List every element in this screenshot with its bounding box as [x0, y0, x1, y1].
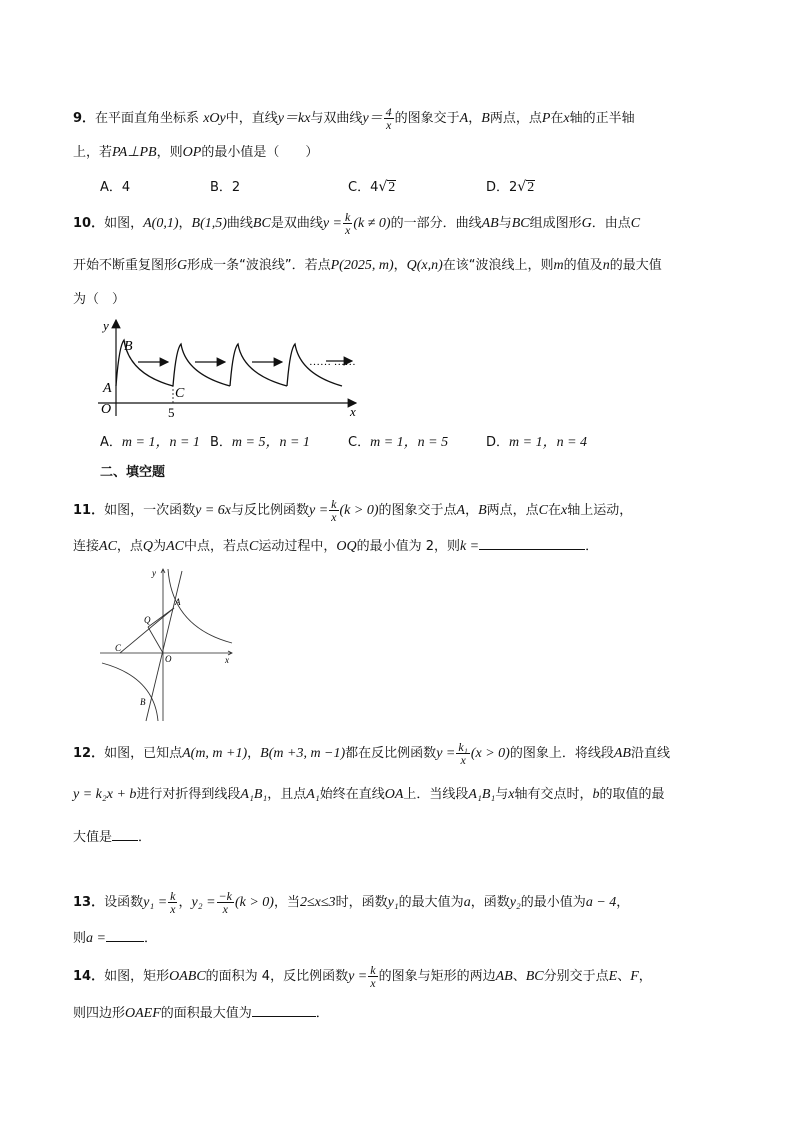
- q14-line1: 14．如图，矩形OABC的面积为 4，反比例函数y = $\frac{k}{x}$ 的图象与矩形的两边AB、BC分别交于点E、F，: [73, 963, 652, 990]
- q12-number: 12．: [73, 746, 105, 761]
- fraction: $\frac{\text{k₁}}{x}$: [458, 740, 468, 767]
- x-axis-label: x: [350, 404, 356, 419]
- answer-blank[interactable]: [112, 826, 138, 841]
- label-C: C: [175, 386, 185, 401]
- q9-option-c[interactable]: C．4√2: [348, 179, 396, 195]
- q9-number: 9．: [73, 111, 96, 126]
- q12-line3: 大值是 ．: [73, 826, 151, 848]
- q14-line2: 则四边形OAEF的面积最大值为 ．: [73, 1002, 329, 1024]
- fraction: $\frac{-k}{x}$: [218, 889, 232, 916]
- label-O: O: [101, 402, 112, 417]
- answer-blank[interactable]: [479, 535, 585, 550]
- q9-line2: 上，若PA⊥PB，则OP的最小值是（ ）: [73, 145, 319, 160]
- hyperbola-branch-2: [102, 663, 158, 721]
- q13-line2: 则a = ．: [73, 927, 157, 949]
- fraction: $\frac{k}{x}$: [331, 497, 337, 524]
- svg-text:C: C: [115, 643, 122, 653]
- fraction: $\frac{k}{x}$: [170, 889, 176, 916]
- q10-option-b[interactable]: B．m = 5，n = 1: [210, 435, 310, 450]
- wave-curve-2: [173, 344, 230, 386]
- q10-number: 10．: [73, 216, 105, 231]
- q13-number: 13．: [73, 895, 105, 910]
- svg-text:B: B: [140, 697, 146, 707]
- q9-option-a[interactable]: A．4: [100, 180, 131, 195]
- svg-text:x: x: [225, 655, 229, 665]
- q12-line2: y = k₂x + b进行对折得到线段A₁B₁，且点A₁始终在直线OA上．当线段A₁B₁与x轴有交点时，b的取值的最: [73, 787, 665, 802]
- q9-line1: 9．在平面直角坐标系 xOy中，直线y＝kx与双曲线y＝ $\frac{4}{x}$ 的图象交于A，B两点，点P在x轴的正半轴: [73, 105, 635, 132]
- fraction: $\frac{4}{x}$: [385, 105, 392, 132]
- answer-blank[interactable]: [106, 927, 144, 942]
- q10-option-d[interactable]: D．m = 1，n = 4: [486, 435, 588, 450]
- q9-option-d[interactable]: D．2√2: [486, 179, 535, 195]
- segment-OQ: [148, 627, 163, 653]
- svg-text:O: O: [165, 654, 172, 664]
- fraction: $\frac{k}{x}$: [370, 963, 376, 990]
- continuation-dots: …… ……: [309, 356, 356, 368]
- fraction: $\frac{k}{x}$: [345, 210, 351, 237]
- q14-number: 14．: [73, 969, 105, 984]
- q11-number: 11．: [73, 503, 105, 518]
- q12-line1: 12．如图，已知点A(m, m +1)，B(m +3, m −1)都在反比例函数y = $\frac{\text{k₁}}{x}$ (x > 0)的图象上．将线段AB沿直线: [73, 740, 670, 767]
- label-B: B: [124, 339, 133, 354]
- label-5: 5: [168, 405, 175, 420]
- q10-line3: 为（ ）: [73, 292, 126, 307]
- q10-option-a[interactable]: A．m = 1，n = 1: [100, 435, 200, 450]
- q13-line1: 13．设函数y₁ = $\frac{k}{x}$ ，y₂ = $\frac{-k}{x}$ (k > 0)，当2≤x≤3时，函数y₁的最大值为a，函数y₂的最小值为a − 4，: [73, 889, 630, 916]
- q10-wave-graph: [94, 316, 374, 420]
- q10-option-c[interactable]: C．m = 1，n = 5: [348, 435, 449, 450]
- q11-line1: 11．如图，一次函数y = 6x与反比例函数y = $\frac{k}{x}$ (k > 0)的图象交于点A，B两点，点C在x轴上运动，: [73, 497, 633, 524]
- q10-line1: 10．如图，A(0,1)，B(1,5)曲线BC是双曲线y = $\frac{k}{x}$ (k ≠ 0)的一部分．曲线AB与BC组成图形G．由点C: [73, 210, 641, 237]
- line-y6x: [146, 571, 182, 721]
- svg-text:Q: Q: [144, 615, 151, 625]
- q11-line2: 连接AC，点Q为AC中点，若点C运动过程中，OQ的最小值为 2，则k = ．: [73, 535, 598, 557]
- answer-blank[interactable]: [252, 1002, 316, 1017]
- svg-text:A: A: [175, 597, 181, 607]
- y-axis-label: y: [103, 318, 109, 333]
- q9-option-b[interactable]: B．2: [210, 180, 241, 195]
- label-A: A: [103, 381, 112, 396]
- q11-graph: [98, 565, 238, 723]
- q10-line2: 开始不断重复图形G形成一条“波浪线”．若点P(2025, m)，Q(x,n)在该“波浪线上，则m的值及n的最大值: [73, 258, 662, 273]
- wave-curve-3: [230, 344, 287, 386]
- section-title: 二、填空题: [100, 465, 166, 480]
- svg-text:y: y: [152, 568, 156, 578]
